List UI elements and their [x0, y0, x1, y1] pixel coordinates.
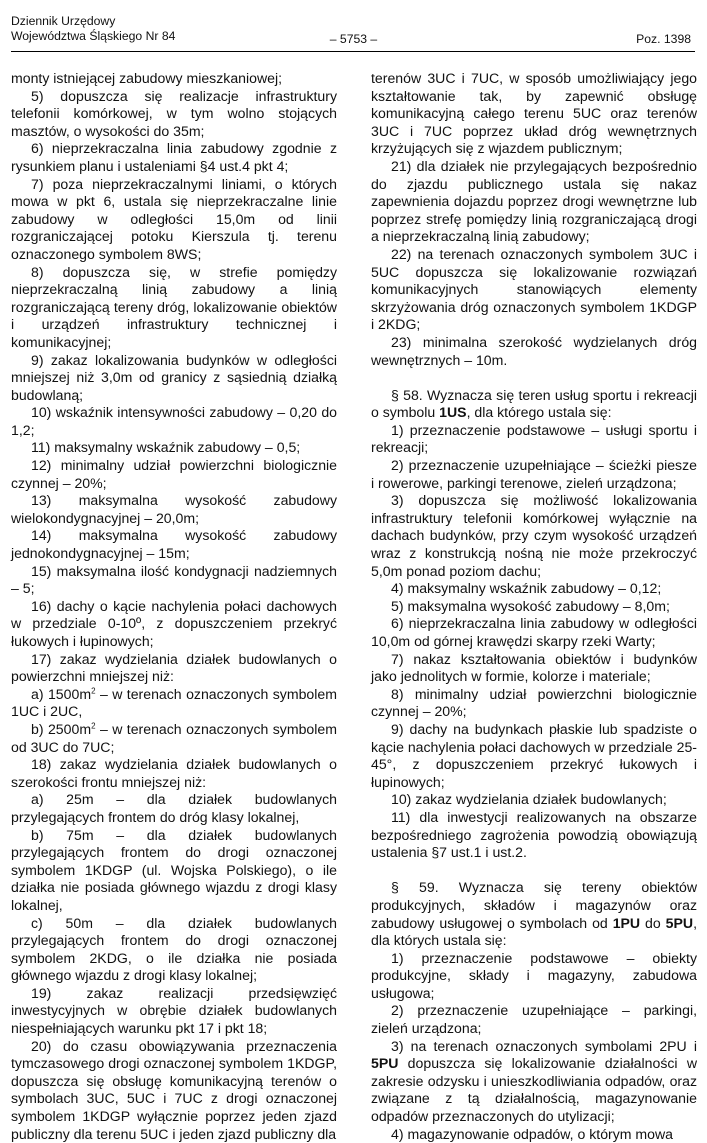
left-paragraph: c) 50m – dla działek budowlanych przylegających frontem do drogi oznaczonej symbolem 2KDG, o ile działka nie posiada głównego wjazdu z drogi klasy lokalnej;: [11, 914, 337, 984]
page-number: – 5753 –: [329, 32, 378, 46]
right-paragraph: 2) przeznaczenie uzupełniające – parkingi, zieleń urządzona;: [371, 1002, 697, 1037]
right-paragraph: terenów 3UC i 7UC, w sposób umożliwiający jego kształtowanie tak, by zapewnić obsługę komunikacyjną całego terenu 5UC oraz terenów 3UC i 7UC poprzez układ dróg wewnętrznych krzyżujących się z wjazdem publicznym;: [371, 70, 697, 157]
right-paragraph: 6) nieprzekraczalna linia zabudowy w odległości 10,0m od górnej krawędzi skarpy rzeki Warty;: [371, 615, 697, 649]
left-paragraph: 9) zakaz lokalizowania budynków w odległości mniejszej niż 3,0m od granicy z sąsiednią działką budowlaną;: [11, 351, 337, 403]
left-text-column: [11, 70, 337, 1143]
right-paragraph: 2) przeznaczenie uzupełniające – ścieżki piesze i rowerowe, parkingi terenowe, zieleń urządzona;: [371, 457, 697, 491]
left-paragraph: 12) minimalny udział powierzchni biologicznie czynnej – 20%;: [11, 457, 337, 491]
right-paragraph: 23) minimalna szerokość wydzielanych dróg wewnętrznych – 10m.: [371, 333, 697, 368]
left-paragraph: 6) nieprzekraczalna linia zabudowy zgodnie z rysunkiem planu i ustaleniami §4 ust.4 pkt 4;: [11, 140, 337, 174]
left-paragraph: a) $1500m^2$ – w terenach oznaczonych symbolem 1UC i 2UC,: [11, 685, 337, 720]
right-paragraph: 9) dachy na budynkach płaskie lub spadziste o kącie nachylenia połaci dachowych w przedziale 25-45°, z dopuszczeniem przekryć łukowych i łupinowych;: [371, 720, 697, 790]
left-paragraph: b) 75m – dla działek budowlanych przylegających frontem do drogi oznaczonej symbolem 1KDGP (ul. Wojska Polskiego), o ile działka nie posiada głównego wjazdu z drogi klasy lokalnej,: [11, 826, 337, 913]
right-paragraph: 22) na terenach oznaczonych symbolem 3UC i 5UC dopuszcza się lokalizowanie rozwiązań komunikacyjnych stanowiących elementy skrzyżowania dróg oznaczonych symbolem 1KDGP i 2KDG;: [371, 245, 697, 333]
right-paragraph: 11) dla inwestycji realizowanych na obszarze bezpośredniego zagrożenia powodzią obowiązują ustalenia §7 ust.1 i ust.2.: [371, 808, 697, 861]
left-paragraph: 13) maksymalna wysokość zabudowy wielokondygnacyjnej – 20,0m;: [11, 492, 337, 526]
right-paragraph: 4) maksymalny wskaźnik zabudowy – 0,12;: [391, 580, 662, 597]
left-paragraph: 8) dopuszcza się, w strefie pomiędzy nieprzekraczalną linią zabudowy a linią rozgraniczającą tereny dróg, lokalizowanie obiektów i urządzeń infrastruktury technicznej i komunikacyjnej;: [11, 263, 337, 350]
right-paragraph: 10) zakaz wydzielania działek budowlanych;: [391, 791, 667, 808]
right-paragraph: 3) na terenach oznaczonych symbolami 2PU i 5PU dopuszcza się lokalizowanie działalności w zakresie odzysku i unieszkodliwiania odpadów, oraz związane z tą działalnością, magazynowanie odpadów przeznaczonych do utylizacji;: [371, 1037, 697, 1125]
right-paragraph: § 59. Wyznacza się tereny obiektów produkcyjnych, składów i magazynów oraz zabudowy usługowej o symbolach od 1PU do 5PU, dla których ustala się:: [371, 879, 697, 949]
journal-title-line2: Województwa Śląskiego Nr 84: [11, 29, 176, 43]
header-divider: [11, 51, 695, 52]
right-paragraph: 1) przeznaczenie podstawowe – usługi sportu i rekreacji;: [371, 421, 697, 456]
left-paragraph: 10) wskaźnik intensywności zabudowy – 0,20 do 1,2;: [11, 404, 337, 438]
right-paragraph: 4) magazynowanie odpadów, o którym mowa: [391, 1125, 674, 1142]
right-paragraph: § 58. Wyznacza się teren usług sportu i rekreacji o symbolu 1US, dla którego ustala się:: [371, 386, 697, 421]
position-number: Poz. 1398: [636, 32, 691, 46]
right-paragraph: 5) maksymalna wysokość zabudowy – 8,0m;: [391, 597, 670, 614]
right-paragraph: 7) nakaz kształtowania obiektów i budynków jako jednolitych w formie, kolorze i materiale;: [371, 650, 697, 685]
left-paragraph: 14) maksymalna wysokość zabudowy jednokondygnacyjnej – 15m;: [11, 527, 337, 562]
left-paragraph: 16) dachy o kącie nachylenia połaci dachowych w przedziale 0-10º, z dopuszczeniem przekryć łukowych i łupinowych;: [11, 597, 337, 649]
left-paragraph: 17) zakaz wydzielania działek budowlanych o powierzchni mniejszej niż:: [11, 650, 337, 685]
left-paragraph: 19) zakaz realizacji przedsięwzięć inwestycyjnych w obrębie działek budowlanych niespełniających warunku pkt 17 i pkt 18;: [11, 984, 337, 1037]
right-paragraph: 1) przeznaczenie podstawowe – obiekty produkcyjne, składy i magazyny, zabudowa usługowa;: [371, 949, 697, 1001]
right-paragraph: 21) dla działek nie przylegających bezpośrednio do zjazdu publicznego ustala się nakaz zapewnienia dojazdu poprzez drogi wewnętrzne lub poprzez strefę pomiędzy linią rozgraniczającą drogi a nieprzekraczalną linią zabudowy;: [371, 157, 697, 245]
left-paragraph: 20) do czasu obowiązywania przeznaczenia tymczasowego drogi oznaczonej symbolem 1KDGP, dopuszcza się obsługę komunikacyjną terenów o symbolach 3UC, 5UC i 7UC z drogi oznaczonej symbolem 1KDGP wyłącznie poprzez jeden zjazd publiczny dla terenu 5UC i jeden zjazd publiczny dla: [11, 1037, 337, 1142]
left-paragraph: 5) dopuszcza się realizacje infrastruktury telefonii komórkowej, w tym wolno stojących masztów, o wysokości do 35m;: [11, 87, 337, 139]
left-paragraph: 15) maksymalna ilość kondygnacji nadziemnych – 5;: [11, 562, 337, 597]
left-paragraph: 18) zakaz wydzielania działek budowlanych o szerokości frontu mniejszej niż:: [11, 756, 337, 790]
left-paragraph: monty istniejącej zabudowy mieszkaniowej;: [11, 70, 283, 86]
left-paragraph: 11) maksymalny wskaźnik zabudowy – 0,5;: [31, 439, 301, 456]
left-paragraph: b) $2500m^2$ – w terenach oznaczonych symbolem od 3UC do 7UC;: [11, 720, 337, 755]
right-text-column: [371, 70, 697, 1143]
right-paragraph: 3) dopuszcza się możliwość lokalizowania infrastruktury telefonii komórkowej wyłącznie na dachach budynków, przy czym wysokość urządzeń wraz z konstrukcją nośną nie może przekroczyć 5,0m ponad poziom dachu;: [371, 492, 697, 579]
left-paragraph: 7) poza nieprzekraczalnymi liniami, o których mowa w pkt 6, ustala się nieprzekraczalne linie zabudowy w odległości 15,0m od linii rozgraniczającej potoku Kierszula tj. terenu oznaczonego symbolem 8WS;: [11, 175, 337, 262]
right-paragraph: 8) minimalny udział powierzchni biologicznie czynnej – 20%;: [371, 685, 697, 720]
left-paragraph: a) 25m – dla działek budowlanych przylegających frontem do dróg klasy lokalnej,: [11, 791, 337, 825]
journal-title-line1: Dziennik Urzędowy: [11, 14, 116, 28]
